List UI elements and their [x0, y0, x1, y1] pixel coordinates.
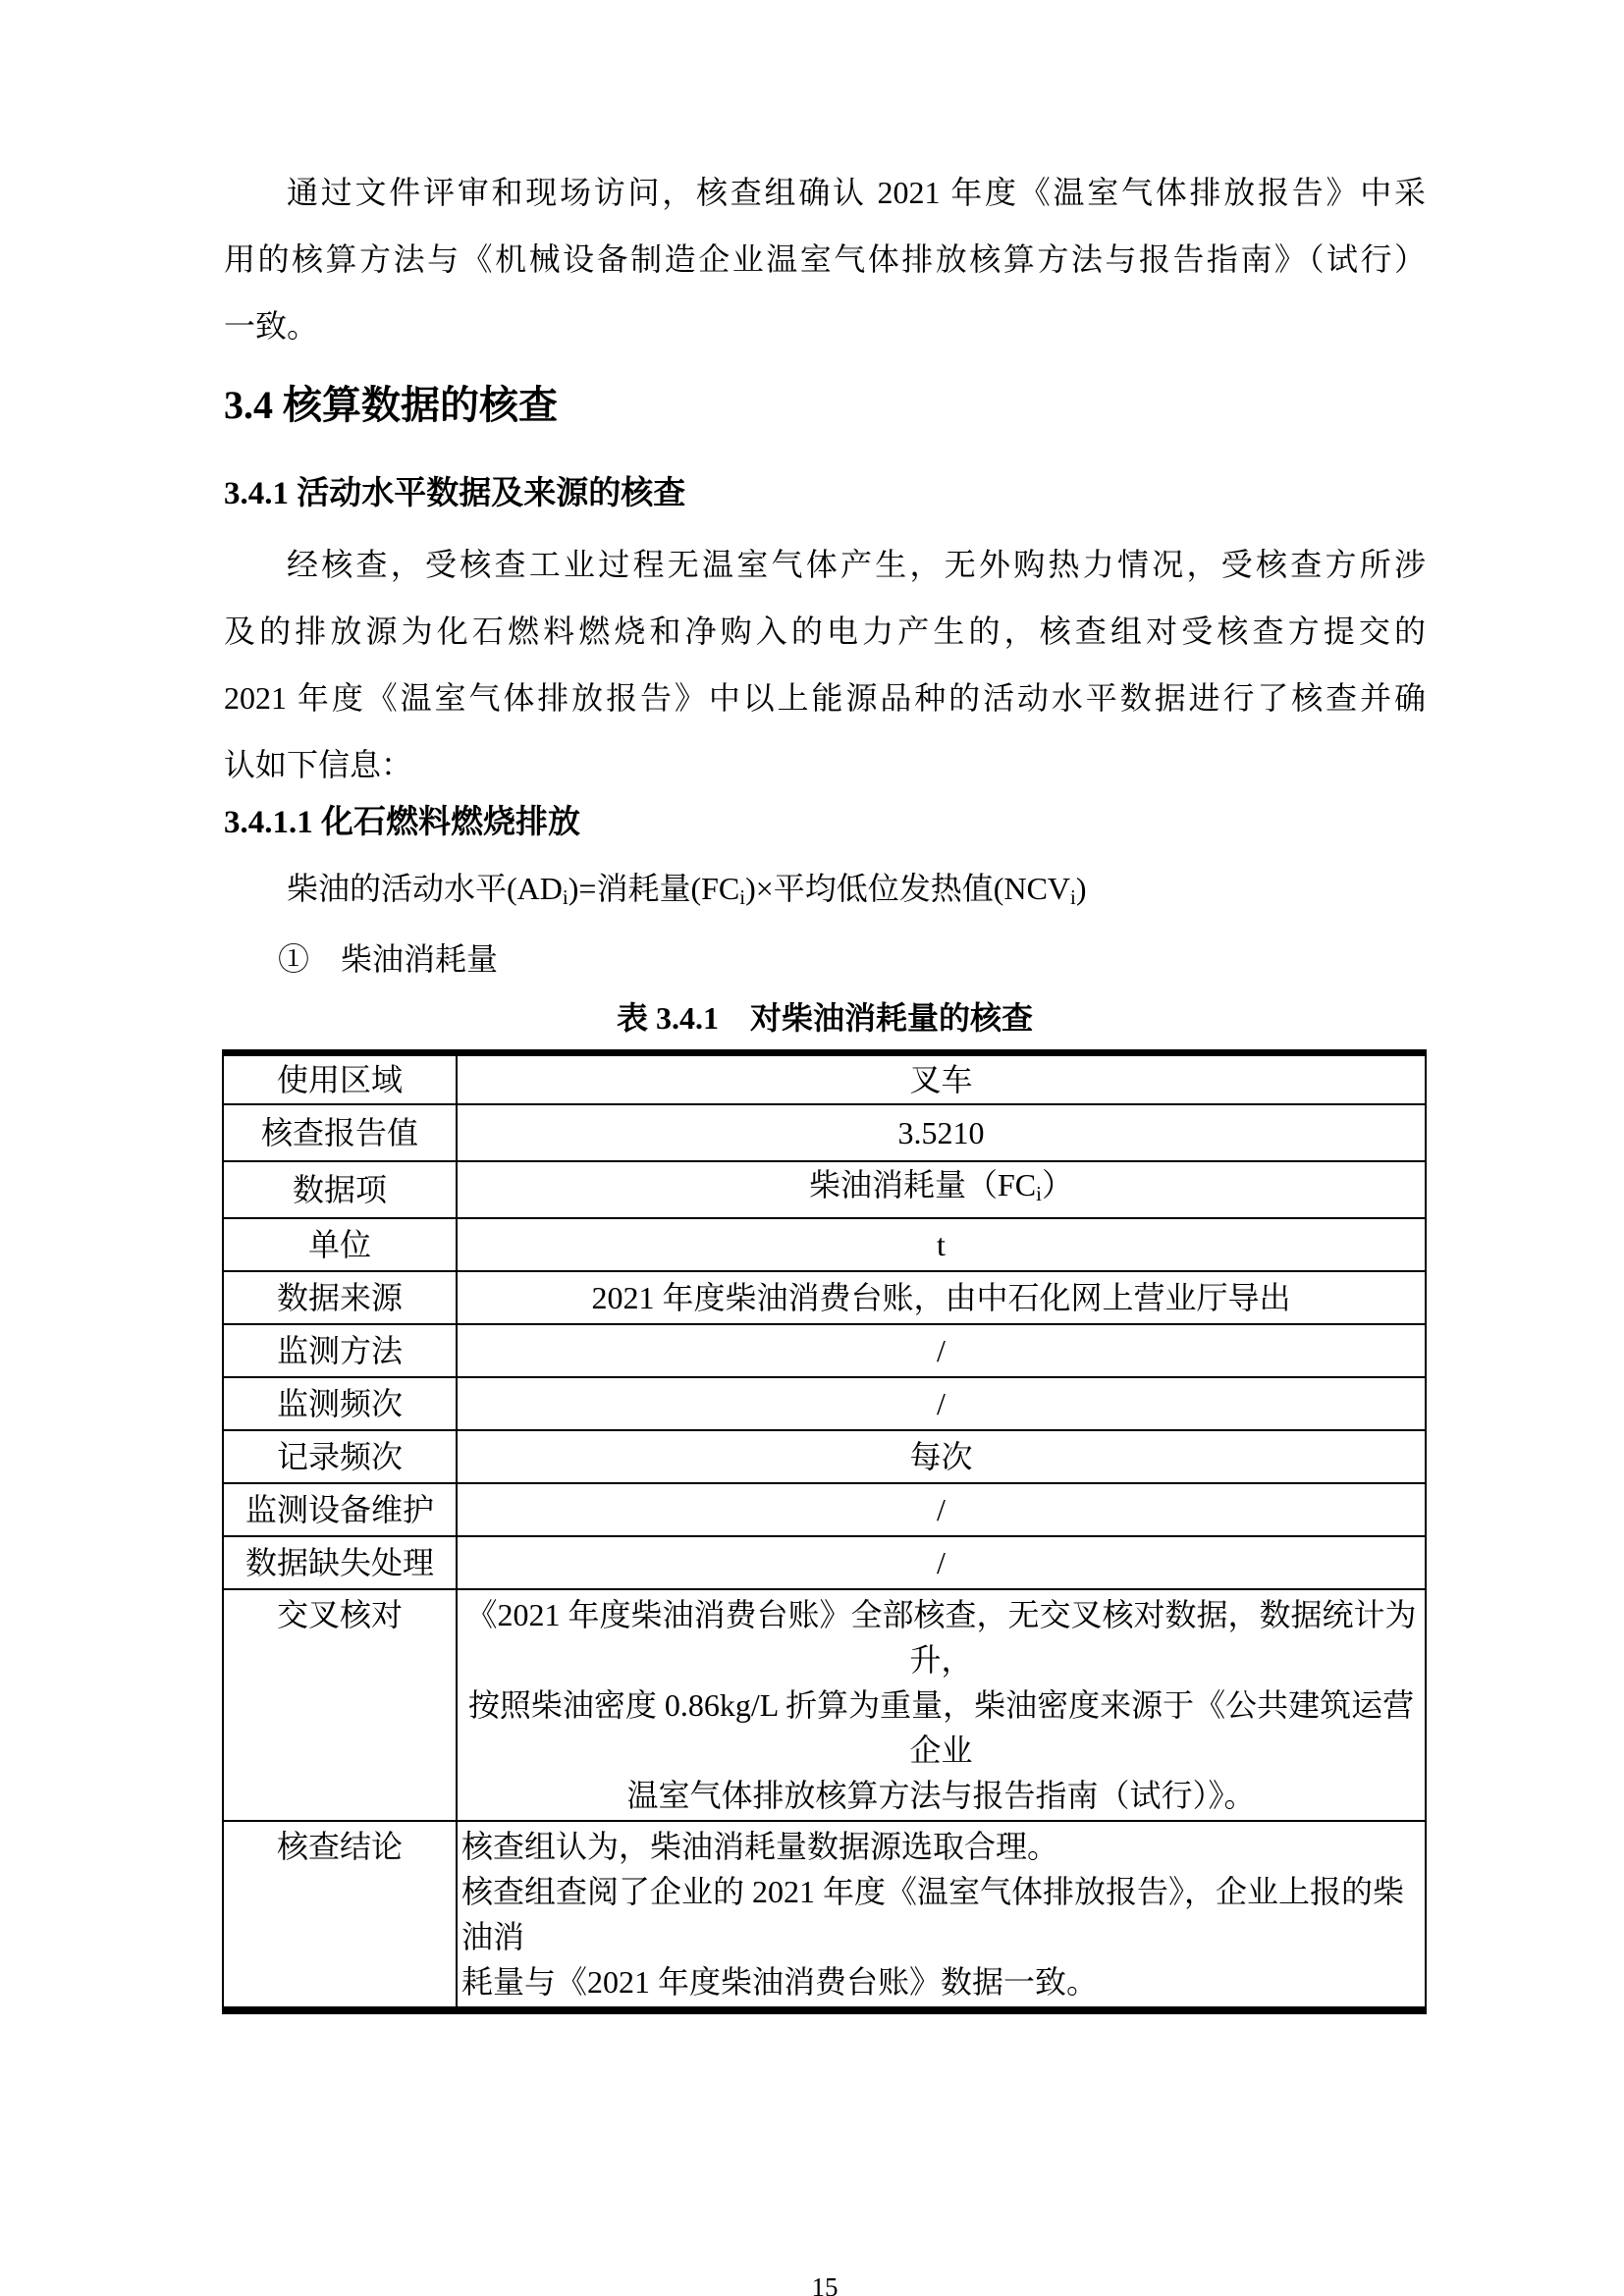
formula-text: 柴油的活动水平(AD: [287, 871, 563, 906]
table-row: [223, 1053, 1426, 1104]
list-item-diesel-consumption: ① 柴油消耗量: [278, 941, 499, 977]
table-row-cross-check: [223, 1589, 1426, 1821]
paragraph-method-consistency: [224, 159, 1426, 359]
formula-diesel-activity-level: [224, 856, 1426, 930]
row-value: [457, 1589, 1426, 1821]
table-caption: 表 3.4.1 对柴油消耗量的核查: [616, 1000, 1033, 1036]
cell-line: 核查组查阅了企业的 2021 年度《温室气体排放报告》，企业上报的柴油消: [461, 1873, 1405, 1954]
table-row: [223, 1430, 1426, 1483]
row-label: 交叉核对: [223, 1589, 457, 1821]
table-row-conclusion: [223, 1821, 1426, 2010]
row-value: [457, 1821, 1426, 2010]
document-content: [224, 159, 1426, 2296]
paragraph-line: 及的排放源为化石燃料燃烧和净购入的电力产生的，核查组对受核查方提交的: [224, 614, 1426, 649]
row-label: 监测方法: [223, 1324, 457, 1377]
cell-line: 核查组认为，柴油消耗量数据源选取合理。: [461, 1828, 1059, 1864]
row-label: 单位: [223, 1218, 457, 1271]
table-row: [223, 1483, 1426, 1536]
row-label: 数据缺失处理: [223, 1536, 457, 1589]
paragraph-activity-data: [224, 531, 1426, 798]
row-value: 3.5210: [457, 1104, 1426, 1161]
heading-3-4: 3.4 核算数据的核查: [224, 383, 558, 427]
table-row: [223, 1271, 1426, 1324]
row-label: 核查报告值: [223, 1104, 457, 1161]
row-value: /: [457, 1536, 1426, 1589]
subscript-i: i: [1070, 885, 1076, 909]
cell-line: 温室气体排放核算方法与报告指南（试行）》。: [626, 1777, 1256, 1813]
row-label: 监测设备维护: [223, 1483, 457, 1536]
paragraph-line: 认如下信息：: [224, 747, 413, 782]
subscript-i: i: [1036, 1182, 1042, 1205]
table-row: [223, 1324, 1426, 1377]
subscript-i: i: [562, 885, 568, 909]
row-label: 监测频次: [223, 1377, 457, 1430]
row-value: t: [457, 1218, 1426, 1271]
page-number: 15: [811, 2271, 839, 2296]
paragraph-line: 2021 年度《温室气体排放报告》中以上能源品种的活动水平数据进行了核查并确: [224, 680, 1426, 716]
row-value: /: [457, 1377, 1426, 1430]
row-label: 核查结论: [223, 1821, 457, 2010]
cell-line: 耗量与《2021 年度柴油消费台账》数据一致。: [461, 1963, 1099, 2000]
value-text: 柴油消耗量（FC: [808, 1167, 1037, 1202]
table-row: [223, 1218, 1426, 1271]
row-value: 叉车: [909, 1061, 973, 1097]
formula-text: )×平均低位发热值(NCV: [745, 871, 1071, 906]
table-row: [223, 1161, 1426, 1218]
paragraph-line: 用的核算方法与《机械设备制造企业温室气体排放核算方法与报告指南》（试行）: [224, 241, 1426, 277]
table-row: [223, 1104, 1426, 1161]
row-label: 数据来源: [223, 1271, 457, 1324]
row-value: [457, 1161, 1426, 1218]
subscript-i: i: [739, 885, 746, 909]
row-value: /: [457, 1324, 1426, 1377]
row-value: 每次: [457, 1430, 1426, 1483]
diesel-consumption-verification-table: [222, 1049, 1427, 2014]
formula-text: ): [1075, 871, 1087, 906]
row-value: 2021 年度柴油消费台账，由中石化网上营业厅导出: [457, 1271, 1426, 1324]
paragraph-line: 一致。: [224, 308, 319, 344]
cell-line: 《2021 年度柴油消费台账》全部核查，无交叉核对数据，数据统计为升，: [465, 1596, 1417, 1678]
paragraph-line: 通过文件评审和现场访问，核查组确认 2021 年度《温室气体排放报告》中采: [287, 175, 1426, 210]
row-value: /: [457, 1483, 1426, 1536]
value-text: ）: [1041, 1167, 1073, 1202]
table-row: [223, 1536, 1426, 1589]
heading-3-4-1: 3.4.1 活动水平数据及来源的核查: [224, 476, 686, 511]
cell-line: 按照柴油密度 0.86kg/L 折算为重量，柴油密度来源于《公共建筑运营企业: [467, 1686, 1415, 1768]
heading-3-4-1-1: 3.4.1.1 化石燃料燃烧排放: [224, 805, 580, 840]
paragraph-line: 经核查，受核查工业过程无温室气体产生，无外购热力情况，受核查方所涉: [287, 547, 1426, 582]
row-label: 数据项: [223, 1161, 457, 1218]
row-label: 记录频次: [223, 1430, 457, 1483]
row-label: 使用区域: [223, 1053, 457, 1104]
table-row: [223, 1377, 1426, 1430]
formula-text: )=消耗量(FC: [568, 871, 740, 906]
